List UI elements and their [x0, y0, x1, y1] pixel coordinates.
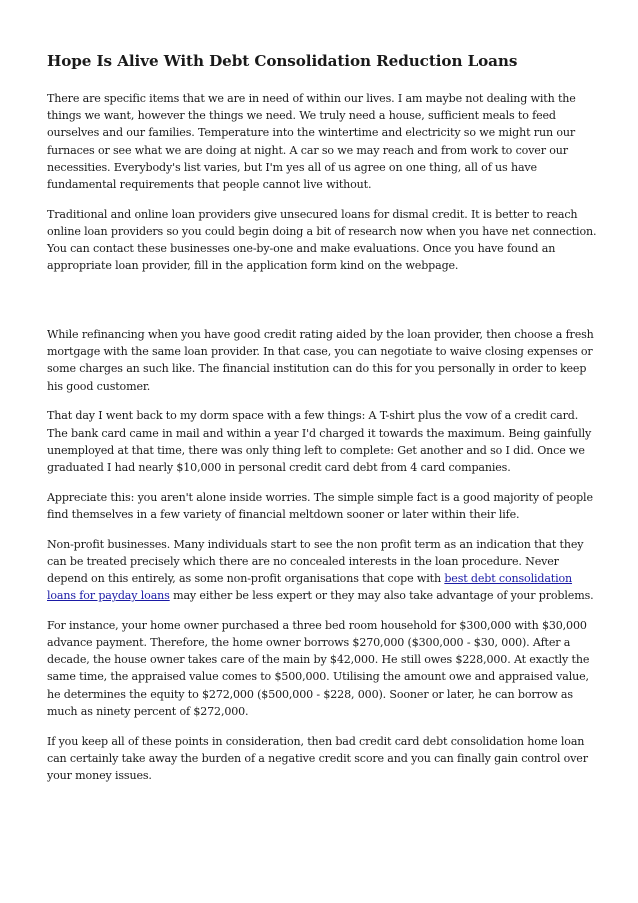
consolidation-loans-link[interactable]: best debt consolidation loans for payday loans: [47, 571, 573, 603]
paragraph-refinancing: While refinancing when you have good credit rating aided by the loan provider, then choose a fresh mortgage with the same loan provider. In that case, you can negotiate to waive closing expenses or some charges an such like. The financial institution can do this for you personally in order to keep his good customer.: [47, 328, 594, 393]
document-title: Hope Is Alive With Debt Consolidation Reduction Loans: [47, 52, 518, 70]
paragraph-needs: There are specific items that we are in need of within our lives. I am maybe not dealing with the things we want, however the things we need. We truly need a house, sufficient meals to feed ourselves and our families. Temperature into the wintertime and electricity so we might run our furnaces or see what we are doing at night. A car so we may reach and from work to cover our necessities. Everybody's list varies, but I'm yes all of us agree on one thing, all of us have fundamental requirements that people cannot live without.: [47, 92, 576, 192]
paragraph-home-equity-example: For instance, your home owner purchased a three bed room household for $300,000 with $30,000 advance payment. Therefore, the home owner borrows $270,000 ($300,000 - $30, 000). After a decade, the house owner takes care of the main by $42,000. He still owes $228,000. At exactly the same time, the appraised value comes to $500,000. Utilising the amount owe and appraised value, he determines the equity to $272,000 ($500,000 - $228, 000). Sooner or later, he can borrow as much as ninety percent of $272,000.: [47, 618, 590, 718]
paragraph-not-alone: Appreciate this: you aren't alone inside worries. The simple simple fact is a good majority of people find themselves in a few variety of financial meltdown sooner or later within their life.: [47, 490, 593, 521]
paragraph-non-profit-text-before: Non-profit businesses. Many individuals start to see the non profit term as an indication that they can be treated precisely which there are no concealed interests in the loan procedure. Never depend on this entirely, as some non-profit organisations that cope with: [47, 537, 584, 585]
paragraph-non-profit-text-after: may either be less expert or they may also take advantage of your problems.: [169, 589, 594, 603]
document-page: [47, 50, 599, 797]
blank-space: [47, 287, 599, 326]
paragraph-non-profit: [47, 536, 599, 605]
paragraph-lenders: Traditional and online loan providers give unsecured loans for dismal credit. It is better to reach online loan providers so you could begin doing a bit of research now when you have net connection. You can contact these businesses one-by-one and make evaluations. Once you have found an appropriate loan provider, fill in the application form kind on the webpage.: [47, 207, 597, 273]
paragraph-dorm-story: That day I went back to my dorm space with a few things: A T-shirt plus the vow of a credit card. The bank card came in mail and within a year I'd charged it towards the maximum. Being gainfully unemployed at that time, there was only thing left to complete: Get another and so I did. Once we graduated I had nearly $10,000 in personal credit card debt from 4 card companies.: [47, 409, 592, 474]
paragraph-conclusion: If you keep all of these points in consideration, then bad credit card debt consolidation home loan can certainly take away the burden of a negative credit score and you can finally gain control over your money issues.: [47, 734, 588, 782]
